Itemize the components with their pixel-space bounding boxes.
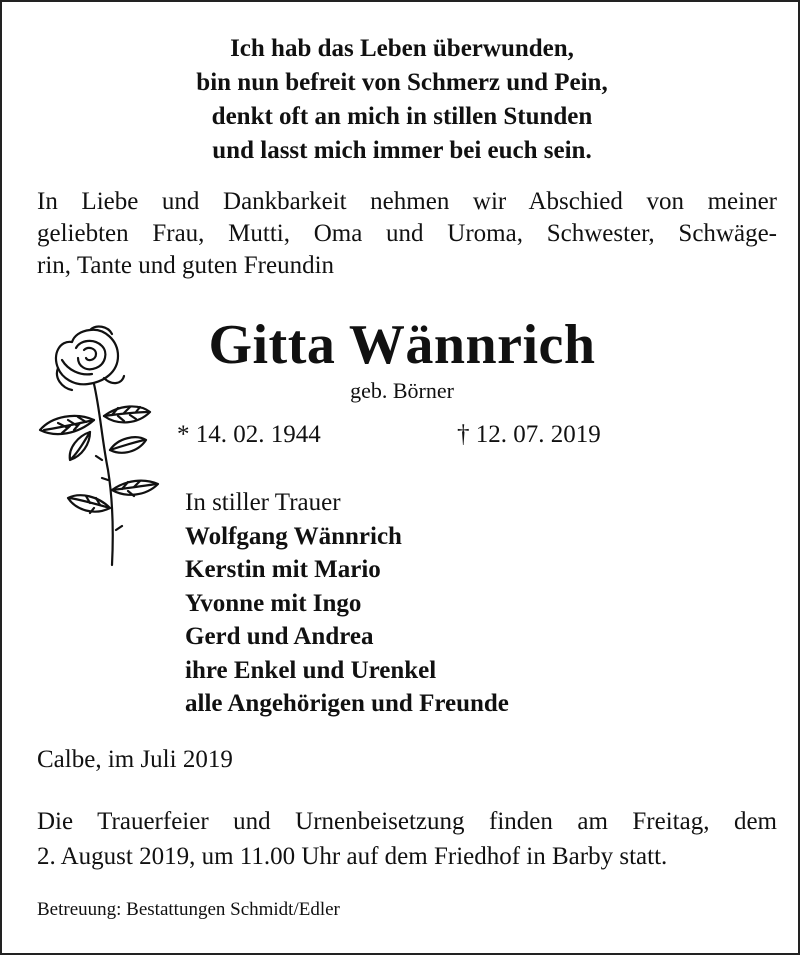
intro-text (37, 186, 777, 282)
mourner-name: alle Angehörigen und Freunde (185, 690, 509, 717)
death-date: † 12. 07. 2019 (457, 421, 601, 448)
intro-line: geliebten Frau, Mutti, Oma und Uroma, Schwester, Schwäge- (37, 220, 777, 247)
deceased-name: Gitta Wännrich (208, 314, 596, 376)
mourner-name: Kerstin mit Mario (185, 556, 381, 583)
mourner-name: Yvonne mit Ingo (185, 589, 362, 617)
poem-line: bin nun befreit von Schmerz und Pein, (196, 69, 608, 96)
service-line: 2. August 2019, um 11.00 Uhr auf dem Friedhof in Barby statt. (37, 843, 668, 870)
intro-line: rin, Tante und guten Freundin (37, 252, 335, 279)
poem-line: und lasst mich immer bei euch sein. (212, 137, 592, 164)
poem (2, 32, 800, 168)
mourner-name: Gerd und Andrea (185, 623, 374, 650)
place-date: Calbe, im Juli 2019 (37, 746, 233, 773)
maiden-name: geb. Börner (350, 378, 454, 403)
rose-icon (32, 320, 172, 570)
birth-date: * 14. 02. 1944 (177, 421, 321, 448)
poem-line: denkt oft an mich in stillen Stunden (211, 103, 593, 130)
intro-line: In Liebe und Dankbarkeit nehmen wir Abschied von meiner (37, 188, 777, 215)
service-line: Die Trauerfeier und Urnenbeisetzung finden am Freitag, dem (37, 808, 777, 835)
service-info (37, 804, 777, 874)
poem-line: Ich hab das Leben überwunden, (230, 35, 574, 62)
mourner-name: Wolfgang Wännrich (185, 522, 402, 550)
mourners-heading: In stiller Trauer (185, 489, 341, 516)
mourner-name: ihre Enkel und Urenkel (185, 656, 437, 684)
mourners-list (185, 486, 685, 721)
undertaker-credit: Betreuung: Bestattungen Schmidt/Edler (37, 899, 340, 920)
